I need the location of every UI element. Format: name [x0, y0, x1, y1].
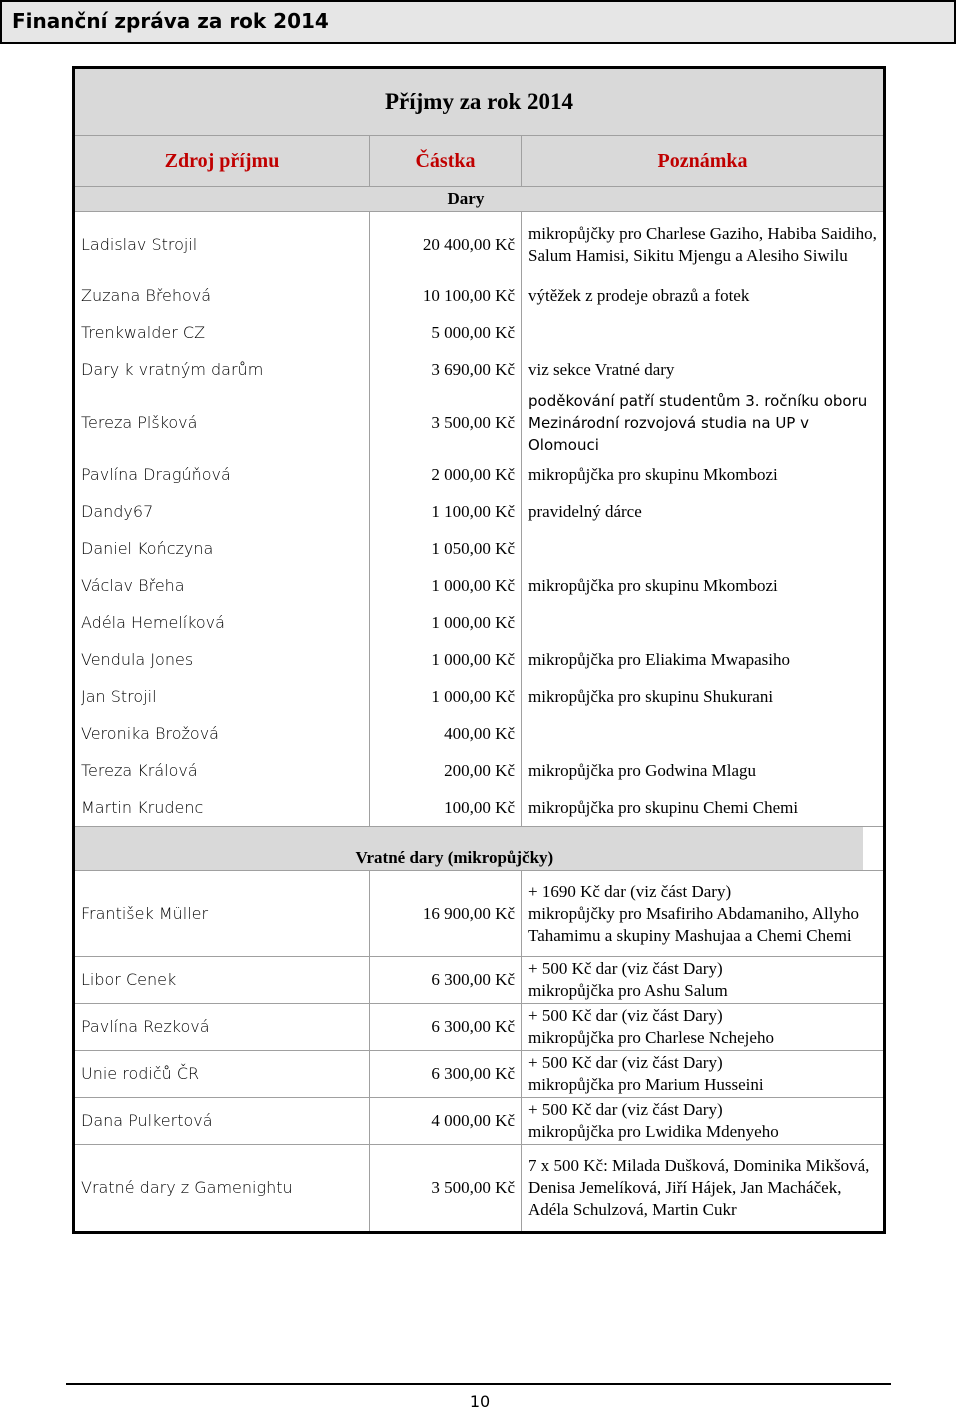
donation-note	[522, 531, 885, 568]
donation-note: mikropůjčka pro skupinu Chemi Chemi	[522, 790, 885, 827]
table-row	[74, 494, 885, 531]
footer-divider	[66, 1383, 891, 1385]
lender-name: František Müller	[74, 871, 370, 957]
lender-name: Pavlína Rezková	[74, 1004, 370, 1051]
donation-amount: 3 690,00 Kč	[370, 352, 522, 389]
donation-note: viz sekce Vratné dary	[522, 352, 885, 389]
table-row	[74, 1004, 885, 1051]
donation-amount: 1 000,00 Kč	[370, 568, 522, 605]
table-row	[74, 1098, 885, 1145]
section-dary-title: Dary	[370, 187, 885, 212]
loan-amount: 16 900,00 Kč	[370, 871, 522, 957]
income-table	[72, 66, 886, 1234]
donation-note: mikropůjčka pro skupinu Mkombozi	[522, 457, 885, 494]
loan-note	[522, 1098, 885, 1145]
donor-name: Dandy67	[81, 502, 154, 521]
column-header-amount: Částka	[370, 136, 522, 187]
loan-note	[522, 871, 885, 957]
donation-amount: 20 400,00 Kč	[370, 212, 522, 278]
loan-note	[522, 957, 885, 1004]
section-dary-row	[74, 187, 885, 212]
table-row	[74, 753, 885, 790]
donor-name: Václav Břeha	[81, 576, 185, 595]
donor-name: Veronika Brožová	[81, 724, 219, 743]
lender-name: Vratné dary z Gamenightu	[74, 1145, 370, 1233]
loan-note-recipients: mikropůjčka pro Charlese Nchejeho	[528, 1028, 774, 1047]
loan-amount: 6 300,00 Kč	[370, 957, 522, 1004]
loan-note	[522, 1145, 885, 1233]
donor-name: Daniel Kończyna	[81, 539, 214, 558]
loan-note	[522, 1004, 885, 1051]
table-row	[74, 605, 885, 642]
donation-amount: 10 100,00 Kč	[370, 278, 522, 315]
page-header-title: Finanční zpráva za rok 2014	[12, 9, 329, 33]
table-row	[74, 315, 885, 352]
donation-amount: 3 500,00 Kč	[370, 389, 522, 457]
donation-note	[522, 315, 885, 352]
table-row	[74, 457, 885, 494]
loan-note-recipients: mikropůjčky pro Msafiriho Abdamaniho, Allyho Tahamimu a skupiny Mashujaa a Chemi Chemi	[528, 903, 859, 945]
loan-amount: 6 300,00 Kč	[370, 1004, 522, 1051]
donation-note	[522, 716, 885, 753]
lender-name: Dana Pulkertová	[74, 1098, 370, 1145]
loan-note-gift: + 500 Kč dar (viz část Dary)	[528, 1100, 723, 1119]
loan-note-gift: + 500 Kč dar (viz část Dary)	[528, 1053, 723, 1072]
donation-amount: 1 050,00 Kč	[370, 531, 522, 568]
loan-note	[522, 1051, 885, 1098]
table-row	[74, 278, 885, 315]
donation-note: mikropůjčky pro Charlese Gaziho, Habiba Saidiho, Salum Hamisi, Sikitu Mjengu a Alesiho Siwilu	[522, 212, 885, 278]
section-vratne-title: Vratné dary (mikropůjčky)	[350, 827, 865, 871]
lender-name: Unie rodičů ČR	[74, 1051, 370, 1098]
column-header-row	[74, 136, 885, 187]
table-row	[74, 568, 885, 605]
table-row	[74, 716, 885, 753]
column-header-source: Zdroj příjmu	[74, 136, 370, 187]
table-title-row	[74, 68, 885, 136]
donor-name: Trenkwalder CZ	[81, 323, 206, 342]
donor-name: Vendula Jones	[81, 650, 194, 669]
lender-name: Libor Cenek	[74, 957, 370, 1004]
table-row	[74, 212, 885, 278]
donation-amount: 1 000,00 Kč	[370, 642, 522, 679]
loan-amount: 6 300,00 Kč	[370, 1051, 522, 1098]
donation-note: mikropůjčka pro skupinu Mkombozi	[522, 568, 885, 605]
donation-note: mikropůjčka pro skupinu Shukurani	[522, 679, 885, 716]
column-header-note: Poznámka	[522, 136, 885, 187]
table-row	[74, 871, 885, 957]
table-row	[74, 352, 885, 389]
donation-amount: 1 000,00 Kč	[370, 605, 522, 642]
table-title: Příjmy za rok 2014	[384, 89, 573, 114]
table-row	[74, 642, 885, 679]
donation-amount: 200,00 Kč	[370, 753, 522, 790]
donor-name: Zuzana Břehová	[81, 286, 212, 305]
donor-name: Dary k vratným darům	[81, 360, 264, 379]
donor-name: Ladislav Strojil	[74, 212, 370, 278]
loan-note-gift: + 500 Kč dar (viz část Dary)	[528, 1006, 723, 1025]
page-header	[0, 0, 956, 44]
loan-note-gift: + 1690 Kč dar (viz část Dary)	[528, 881, 732, 901]
loan-note-gift: + 500 Kč dar (viz část Dary)	[528, 959, 723, 978]
donation-amount: 2 000,00 Kč	[370, 457, 522, 494]
donation-note: mikropůjčka pro Godwina Mlagu	[522, 753, 885, 790]
table-row	[74, 957, 885, 1004]
donation-amount: 100,00 Kč	[370, 790, 522, 827]
page-number: 10	[469, 1392, 491, 1411]
donation-note: pravidelný dárce	[522, 494, 885, 531]
donation-note	[522, 605, 885, 642]
table-row	[74, 1145, 885, 1233]
table-row	[74, 679, 885, 716]
table-row	[74, 790, 885, 827]
loan-note-recipients: mikropůjčka pro Lwidika Mdenyeho	[528, 1122, 779, 1141]
donation-amount: 400,00 Kč	[370, 716, 522, 753]
donation-note: mikropůjčka pro Eliakima Mwapasiho	[522, 642, 885, 679]
section-vratne-row	[74, 827, 885, 871]
donation-amount: 1 100,00 Kč	[370, 494, 522, 531]
loan-amount: 3 500,00 Kč	[370, 1145, 522, 1233]
donor-name: Martin Krudenc	[81, 797, 204, 817]
donation-amount: 1 000,00 Kč	[370, 679, 522, 716]
loan-amount: 4 000,00 Kč	[370, 1098, 522, 1145]
donor-name: Jan Strojil	[81, 687, 157, 706]
donation-amount: 5 000,00 Kč	[370, 315, 522, 352]
loan-note-gift: 7 x 500 Kč: Milada Dušková, Dominika Mikšová, Denisa Jemelíková, Jiří Hájek, Jan Macháček, Adéla Schulzová, Martin Cukr	[528, 1156, 870, 1219]
donor-name: Tereza Plšková	[81, 412, 198, 432]
donation-note: výtěžek z prodeje obrazů a fotek	[522, 278, 885, 315]
table-row	[74, 389, 885, 457]
table-row	[74, 1051, 885, 1098]
table-row	[74, 531, 885, 568]
donor-name: Tereza Králová	[81, 761, 198, 780]
donor-name: Adéla Hemelíková	[81, 613, 225, 632]
donation-note: poděkování patří studentům 3. ročníku oboru Mezinárodní rozvojová studia na UP v Olomouci	[522, 389, 885, 457]
loan-note-recipients: mikropůjčka pro Marium Husseini	[528, 1075, 764, 1094]
donor-name: Pavlína Dragúňová	[81, 465, 231, 484]
loan-note-recipients: mikropůjčka pro Ashu Salum	[528, 981, 728, 1000]
